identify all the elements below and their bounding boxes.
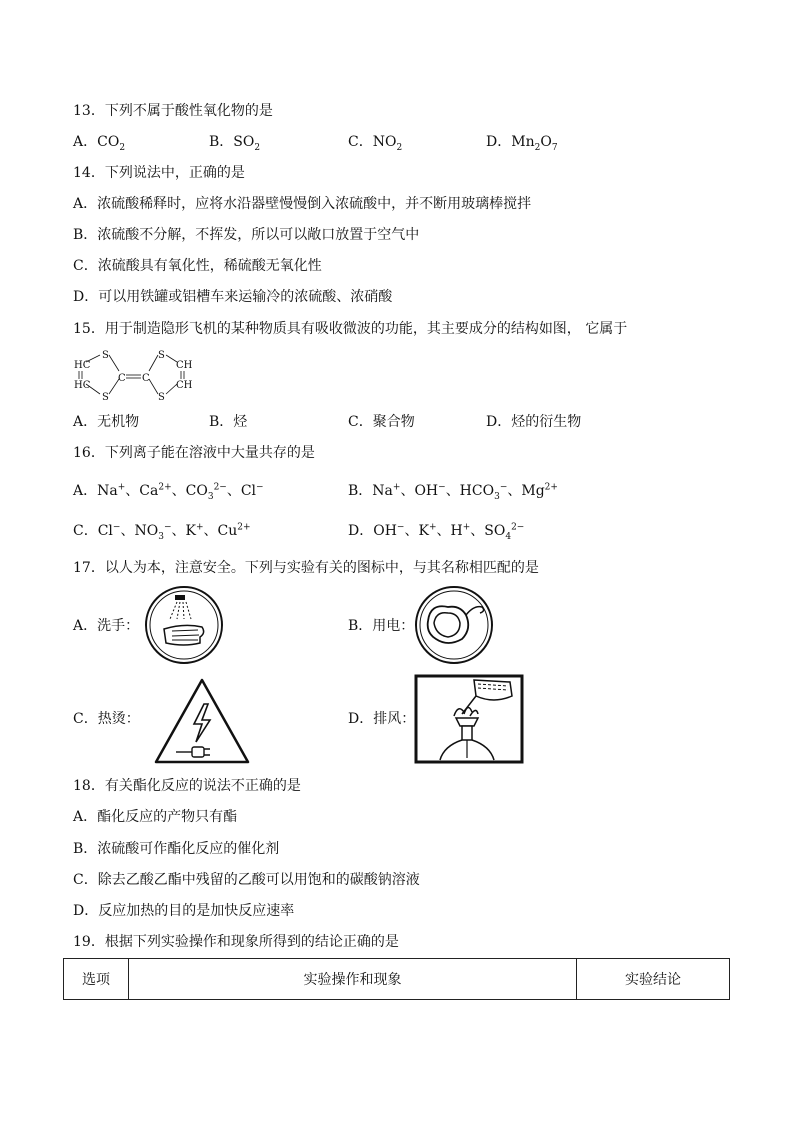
header-option: 选项 bbox=[64, 959, 129, 1000]
q19-stem: 19．根据下列实验操作和现象所得到的结论正确的是 bbox=[73, 934, 399, 950]
q16-option-a: A．Na+、$Ca^{2+}$、$CO_3^{2-}$、Cl− bbox=[73, 482, 264, 502]
q17-option-d: D．排风： bbox=[348, 711, 416, 727]
atom-c-right: C bbox=[142, 373, 150, 384]
q15-stem: 15．用于制造隐形飞机的某种物质具有吸收微波的功能，其主要成分的结构如图， 它属于 bbox=[73, 321, 628, 337]
atom-s-top-right: S bbox=[158, 350, 165, 361]
q13-option-b: B．$SO_2$ bbox=[209, 134, 261, 153]
atom-s-bottom-right: S bbox=[158, 392, 165, 403]
q18-option-d: D．反应加热的目的是加快反应速率 bbox=[73, 903, 295, 919]
q18-stem: 18．有关酯化反应的说法不正确的是 bbox=[73, 778, 301, 794]
q16-option-b: B．Na+、OH−、$HCO_3^-$、$Mg^{2+}$ bbox=[348, 482, 558, 502]
atom-ch-top: CH bbox=[176, 360, 193, 371]
q17-option-c: C．热烫： bbox=[73, 711, 140, 727]
q17-option-a: A．洗手： bbox=[73, 618, 140, 634]
atom-hc-bottom: HC bbox=[74, 380, 91, 391]
q14-option-d: D．可以用铁罐或铝槽车来运输冷的浓硫酸、浓硝酸 bbox=[73, 289, 393, 305]
hand-washing-icon bbox=[144, 585, 224, 665]
q13-option-a: A．$CO_2$ bbox=[73, 134, 126, 153]
atom-s-top-left: S bbox=[102, 350, 109, 361]
atom-hc-top: HC bbox=[74, 360, 91, 371]
q18-option-b: B．浓硫酸可作酯化反应的催化剂 bbox=[73, 841, 280, 857]
atom-c-left: C bbox=[118, 373, 126, 384]
q15-option-c: C．聚合物 bbox=[348, 414, 415, 430]
q13-option-c: C．$NO_2$ bbox=[348, 134, 403, 153]
q16-stem: 16．下列离子能在溶液中大量共存的是 bbox=[73, 445, 315, 461]
tetrathiafulvalene-structure bbox=[72, 346, 196, 404]
q15-option-d: D．烃的衍生物 bbox=[486, 414, 582, 430]
atom-ch-bottom: CH bbox=[176, 380, 193, 391]
table-header-row bbox=[64, 959, 730, 1000]
q16-option-d: D．OH−、K+、H+、$SO_4^{2-}$ bbox=[348, 522, 525, 542]
header-conclusion: 实验结论 bbox=[577, 959, 730, 1000]
q15-option-b: B．烃 bbox=[209, 414, 248, 430]
q18-option-a: A．酯化反应的产物只有酯 bbox=[73, 809, 238, 825]
electricity-use-icon bbox=[414, 585, 494, 665]
ventilation-flask-icon bbox=[414, 674, 524, 764]
q16-option-c: C．Cl−、$NO_3^-$、K+、$Cu^{2+}$ bbox=[73, 522, 251, 542]
q14-stem: 14．下列说法中，正确的是 bbox=[73, 165, 245, 181]
q14-option-a: A．浓硫酸稀释时，应将水沿器壁慢慢倒入浓硫酸中，并不断用玻璃棒搅拌 bbox=[73, 196, 532, 212]
atom-s-bottom-left: S bbox=[102, 392, 109, 403]
electrical-hazard-icon bbox=[152, 676, 252, 766]
q15-option-a: A．无机物 bbox=[73, 414, 140, 430]
q17-stem: 17．以人为本，注意安全。下列与实验有关的图标中，与其名称相匹配的是 bbox=[73, 560, 539, 576]
header-operation: 实验操作和现象 bbox=[129, 959, 577, 1000]
q19-table bbox=[63, 958, 730, 1000]
q14-option-c: C．浓硫酸具有氧化性，稀硫酸无氧化性 bbox=[73, 258, 322, 274]
q14-option-b: B．浓硫酸不分解，不挥发，所以可以敞口放置于空气中 bbox=[73, 227, 420, 243]
q13-option-d: D．$Mn_2O_7$ bbox=[486, 134, 558, 153]
q18-option-c: C．除去乙酸乙酯中残留的乙酸可以用饱和的碳酸钠溶液 bbox=[73, 872, 420, 888]
q17-option-b: B．用电： bbox=[348, 618, 415, 634]
q13-stem: 13．下列不属于酸性氧化物的是 bbox=[73, 103, 273, 119]
